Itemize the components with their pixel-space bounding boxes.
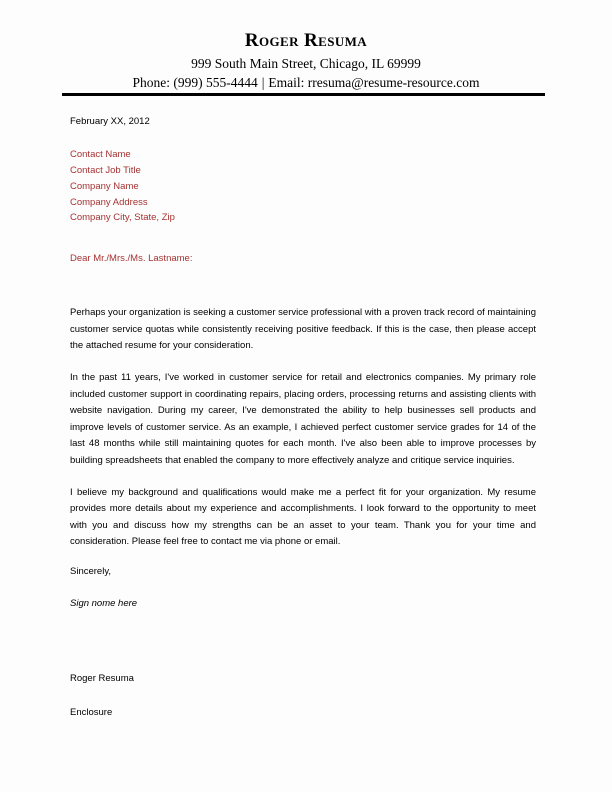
letter-date: February XX, 2012 bbox=[70, 116, 150, 127]
body-paragraph-1: Perhaps your organization is seeking a customer service professional with a proven track record of maintaining customer service quotas while consistently receiving positive feedback. If this is the case, then please accept the attached resume for your consideration. bbox=[70, 307, 536, 352]
letterhead-contact bbox=[0, 75, 612, 92]
signature-placeholder: Sign nome here bbox=[70, 598, 138, 610]
letterhead-email: Email: rresuma@resume-resource.com bbox=[268, 74, 480, 90]
recipient-company-city-state-zip: Company City, State, Zip bbox=[70, 212, 175, 224]
valediction: Sincerely, bbox=[70, 565, 112, 577]
letterhead-address: 999 South Main Street, Chicago, IL 69999 bbox=[191, 55, 421, 71]
recipient-address-block bbox=[70, 147, 548, 226]
salutation: Dear Mr./Mrs./Ms. Lastname: bbox=[70, 252, 193, 264]
recipient-company-address: Company Address bbox=[70, 196, 148, 208]
letterhead bbox=[0, 0, 612, 92]
recipient-job-title: Contact Job Title bbox=[70, 165, 141, 177]
letterhead-phone: Phone: (999) 555-4444 bbox=[132, 74, 258, 90]
enclosure-note: Enclosure bbox=[70, 707, 113, 718]
signer-name: Roger Resuma bbox=[70, 672, 134, 684]
recipient-company-name: Company Name bbox=[70, 180, 139, 192]
body-paragraphs bbox=[70, 305, 548, 551]
letterhead-separator: | bbox=[261, 74, 265, 90]
letter-body bbox=[70, 116, 548, 719]
page-title: Roger Resuma bbox=[244, 30, 368, 51]
body-paragraph-2: In the past 11 years, I've worked in customer service for retail and electronics companies. My primary role included customer support in coordinating repairs, placing orders, processing returns and assisting clients with website navigation. During my career, I've demonstrated the ability to help businesses sell products and improve levels of customer service. As an example, I achieved perfect customer service grades for 14 of the last 48 months while still maintaining quotes for each month. I've also been able to improve processes by building spreadsheets that enabled the company to more effectively analyze and critique service inquiries. bbox=[70, 372, 536, 466]
body-paragraph-3: I believe my background and qualifications would make me a perfect fit for your organization. My resume provides more details about my experience and accomplishments. I look forward to the opportunity to meet with you and discuss how my strengths can be an asset to your team. Thank you for your time and consideration. Please feel free to contact me via phone or email. bbox=[70, 486, 536, 548]
header-divider bbox=[62, 93, 545, 96]
recipient-contact-name: Contact Name bbox=[70, 149, 131, 161]
